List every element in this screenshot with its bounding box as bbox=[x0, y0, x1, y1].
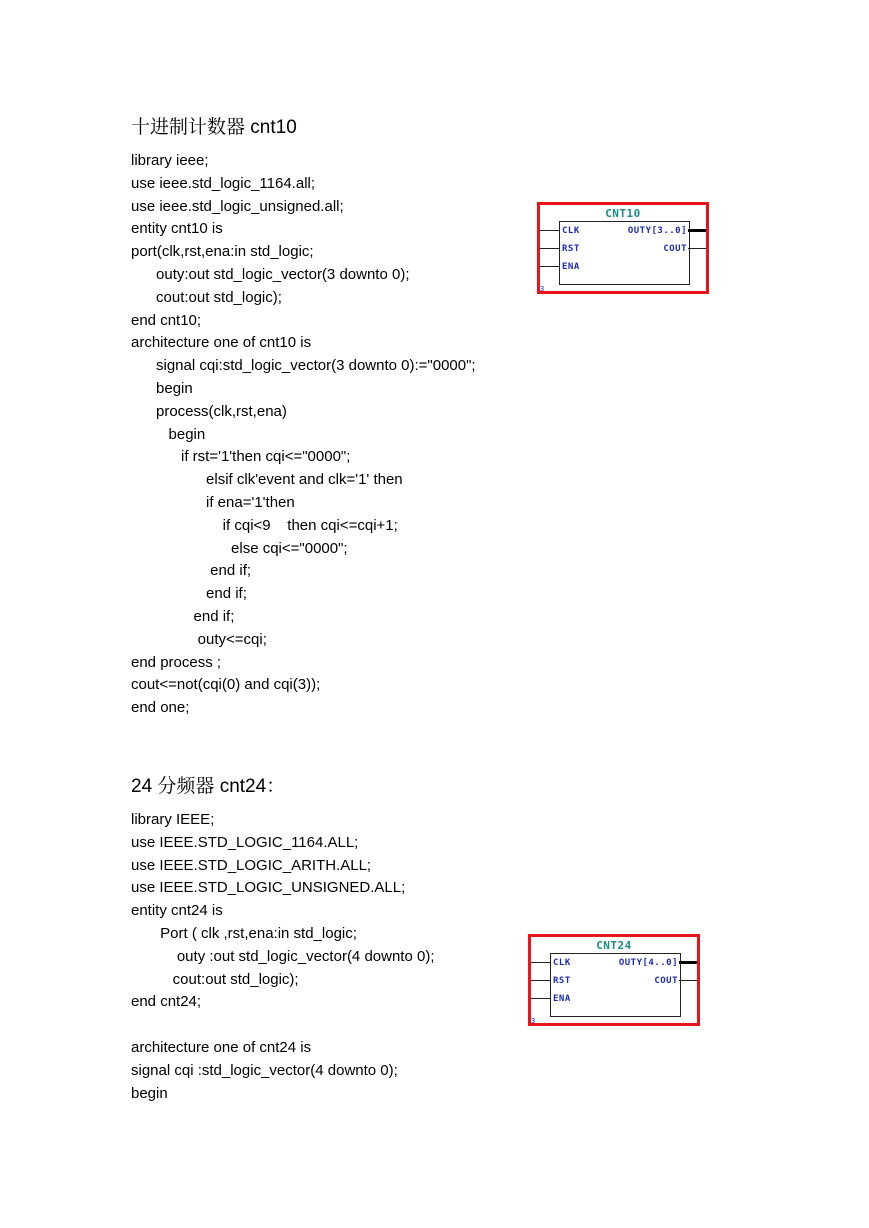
bus-outy bbox=[688, 229, 706, 232]
code-line: else cqi<="0000"; bbox=[131, 539, 348, 557]
code-line: cout:out std_logic); bbox=[131, 970, 299, 988]
code-line: end cnt24; bbox=[131, 993, 202, 1011]
code-line: end process ; bbox=[131, 653, 222, 671]
wire-clk bbox=[531, 962, 551, 963]
wire-rst bbox=[531, 980, 551, 981]
code-line: end if; bbox=[131, 607, 235, 625]
code-line: end one; bbox=[131, 699, 190, 717]
code-line: use ieee.std_logic_unsigned.all; bbox=[131, 197, 344, 215]
code-line: signal cqi:std_logic_vector(3 downto 0):="0000"; bbox=[131, 357, 476, 375]
code-line: outy :out std_logic_vector(4 downto 0); bbox=[131, 947, 435, 965]
code-line: cout<=not(cqi(0) and cqi(3)); bbox=[131, 676, 321, 694]
pin-rst: RST bbox=[553, 976, 571, 986]
code-line bbox=[131, 1014, 435, 1037]
code-line: end if; bbox=[131, 585, 247, 603]
code-block-cnt24 bbox=[131, 809, 435, 1105]
code-line: library IEEE; bbox=[131, 811, 215, 828]
symbol-title: CNT24 bbox=[596, 939, 632, 952]
code-line: use ieee.std_logic_1164.all; bbox=[131, 174, 316, 192]
pin-ena: ENA bbox=[553, 994, 571, 1004]
code-line: begin bbox=[131, 379, 193, 397]
code-line: use IEEE.STD_LOGIC_1164.ALL; bbox=[131, 833, 359, 851]
code-line: begin bbox=[131, 425, 206, 443]
instance-number: 3 bbox=[540, 285, 545, 293]
code-line: architecture one of cnt10 is bbox=[131, 334, 312, 352]
bus-outy bbox=[679, 961, 697, 964]
pin-ena: ENA bbox=[562, 262, 580, 272]
code-line: entity cnt24 is bbox=[131, 902, 223, 920]
code-line: elsif clk'event and clk='1' then bbox=[131, 471, 403, 489]
code-line: entity cnt10 is bbox=[131, 220, 223, 238]
pin-clk: CLK bbox=[553, 958, 571, 968]
code-line: if cqi<9 then cqi<=cqi+1; bbox=[131, 516, 398, 534]
wire-ena bbox=[540, 266, 560, 267]
code-line: architecture one of cnt24 is bbox=[131, 1038, 312, 1056]
symbol-cnt10 bbox=[537, 202, 709, 294]
code-line: port(clk,rst,ena:in std_logic; bbox=[131, 243, 314, 261]
code-line: if rst='1'then cqi<="0000"; bbox=[131, 448, 351, 466]
pin-cout: COUT bbox=[654, 976, 678, 986]
instance-number: 3 bbox=[531, 1017, 536, 1025]
code-line: use IEEE.STD_LOGIC_UNSIGNED.ALL; bbox=[131, 879, 406, 897]
code-line: use IEEE.STD_LOGIC_ARITH.ALL; bbox=[131, 856, 372, 874]
pin-rst: RST bbox=[562, 244, 580, 254]
wire-clk bbox=[540, 230, 560, 231]
code-line: end cnt10; bbox=[131, 311, 202, 329]
code-line: outy<=cqi; bbox=[131, 630, 267, 648]
code-line: library ieee; bbox=[131, 152, 209, 169]
wire-cout bbox=[688, 248, 706, 249]
code-line: if ena='1'then bbox=[131, 493, 295, 511]
symbol-title: CNT10 bbox=[605, 207, 641, 220]
code-line: end if; bbox=[131, 562, 252, 580]
code-line: Port ( clk ,rst,ena:in std_logic; bbox=[131, 924, 357, 942]
pin-outy: OUTY[3..0] bbox=[627, 226, 687, 236]
section-heading-cnt10: 十进制计数器 cnt10 bbox=[131, 117, 297, 138]
wire-rst bbox=[540, 248, 560, 249]
wire-ena bbox=[531, 998, 551, 999]
code-line: outy:out std_logic_vector(3 downto 0); bbox=[131, 265, 410, 283]
pin-cout: COUT bbox=[663, 244, 687, 254]
code-line: cout:out std_logic); bbox=[131, 288, 282, 306]
pin-clk: CLK bbox=[562, 226, 580, 236]
code-line: process(clk,rst,ena) bbox=[131, 402, 287, 420]
wire-cout bbox=[679, 980, 697, 981]
symbol-cnt24 bbox=[528, 934, 700, 1026]
code-block-cnt10 bbox=[131, 150, 476, 720]
section-heading-cnt24: 24 分频器 cnt24： bbox=[131, 776, 286, 797]
code-line: begin bbox=[131, 1084, 168, 1102]
pin-outy: OUTY[4..0] bbox=[618, 958, 678, 968]
code-line: signal cqi :std_logic_vector(4 downto 0); bbox=[131, 1061, 398, 1079]
